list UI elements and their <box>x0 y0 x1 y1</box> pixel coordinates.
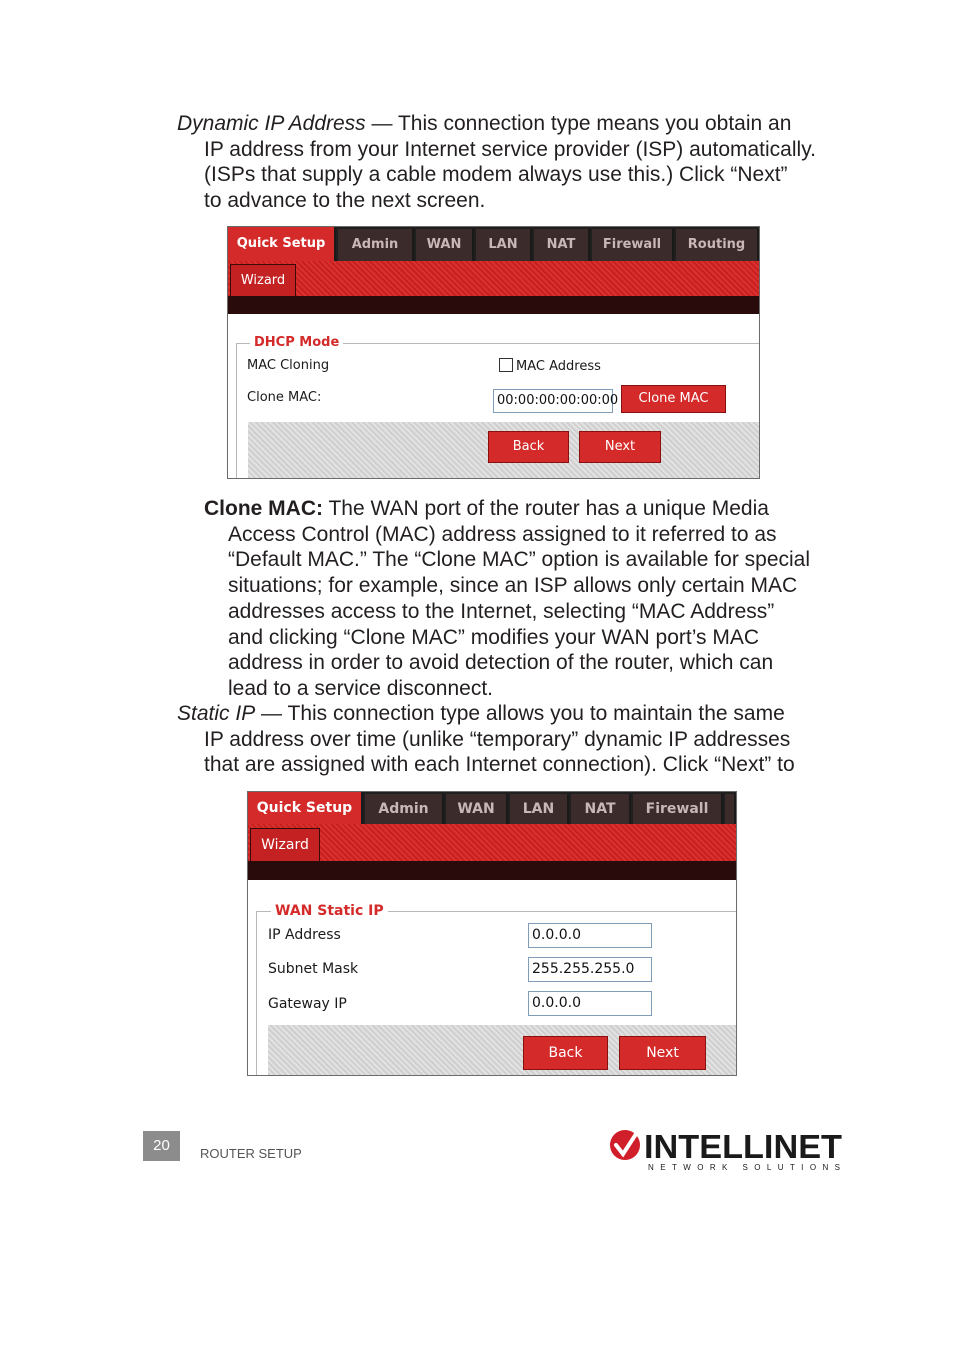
submenu-bar <box>248 824 736 861</box>
text-line: situations; for example, since an ISP allows only certain MAC <box>228 574 798 598</box>
text-line: The WAN port of the router has a unique Media <box>323 497 769 520</box>
tab-lan[interactable]: LAN <box>510 794 569 824</box>
clone-mac-term: Clone MAC: <box>204 497 323 520</box>
text-line: IP address over time (unlike “temporary” dynamic IP addresses <box>204 727 791 751</box>
text-line: address in order to avoid detection of the router, which can <box>228 651 774 675</box>
tab-nat[interactable]: NAT <box>571 794 631 824</box>
next-button[interactable]: Next <box>619 1036 706 1070</box>
gateway-ip-input[interactable]: 0.0.0.0 <box>528 991 652 1016</box>
mac-address-checkbox[interactable] <box>499 358 513 372</box>
tab-wizard[interactable]: Wizard <box>250 828 320 861</box>
static-ip-paragraph <box>177 701 857 778</box>
header-divider <box>228 296 759 314</box>
svg-text:INTELLINET: INTELLINET <box>644 1128 842 1165</box>
tab-wan[interactable]: WAN <box>416 229 474 261</box>
clone-mac-paragraph <box>177 496 857 702</box>
tab-firewall[interactable]: Firewall <box>633 794 723 824</box>
subnet-mask-label: Subnet Mask <box>268 961 359 977</box>
mac-address-checkbox-label: MAC Address <box>516 359 601 374</box>
tab-lan[interactable]: LAN <box>476 229 532 261</box>
tab-wan[interactable]: WAN <box>446 794 508 824</box>
tab-routing[interactable]: Routing <box>676 229 759 261</box>
submenu-bar <box>228 261 759 296</box>
section-title: ROUTER SETUP <box>200 1146 302 1161</box>
text-line: addresses access to the Internet, selecting “MAC Address” <box>228 599 775 623</box>
header-divider <box>248 861 736 880</box>
next-button[interactable]: Next <box>579 431 661 463</box>
fieldset-legend: DHCP Mode <box>250 335 343 350</box>
subnet-mask-input[interactable]: 255.255.255.0 <box>528 957 652 982</box>
static-ip-term: Static IP <box>177 702 256 725</box>
tab-quick-setup[interactable]: Quick Setup <box>248 792 363 824</box>
dynamic-ip-term: Dynamic IP Address <box>177 112 366 135</box>
text-line: — This connection type allows you to maintain the same <box>255 702 785 725</box>
dynamic-ip-paragraph <box>177 111 857 214</box>
dhcp-mode-screenshot <box>227 226 760 479</box>
gateway-ip-label: Gateway IP <box>268 996 347 1012</box>
back-button[interactable]: Back <box>523 1036 608 1070</box>
text-line: Access Control (MAC) address assigned to it referred to as <box>228 522 777 546</box>
tab-bar <box>228 227 759 261</box>
tab-admin[interactable]: Admin <box>338 229 414 261</box>
text-line: lead to a service disconnect. <box>228 676 493 700</box>
clone-mac-input[interactable]: 00:00:00:00:00:00 <box>493 389 613 413</box>
text-line: (ISPs that supply a cable modem always use this.) Click “Next” <box>204 163 788 187</box>
text-line: that are assigned with each Internet connection). Click “Next” to <box>204 753 795 777</box>
tab-admin[interactable]: Admin <box>365 794 444 824</box>
mac-cloning-label: MAC Cloning <box>247 358 330 373</box>
tab-nat[interactable]: NAT <box>534 229 590 261</box>
text-line: — This connection type means you obtain an <box>365 112 792 135</box>
page-number: 20 <box>143 1131 180 1161</box>
ip-address-input[interactable]: 0.0.0.0 <box>528 923 652 948</box>
text-line: and clicking “Clone MAC” modifies your WAN port’s MAC <box>228 625 759 649</box>
text-line: “Default MAC.” The “Clone MAC” option is available for special <box>228 548 811 572</box>
text-line: to advance to the next screen. <box>204 189 486 213</box>
clone-mac-button[interactable]: Clone MAC <box>621 385 726 413</box>
tab-bar <box>248 792 736 824</box>
svg-text:NETWORK SOLUTIONS: NETWORK SOLUTIONS <box>648 1163 840 1172</box>
tab-partial <box>725 794 736 824</box>
clone-mac-label: Clone MAC: <box>247 390 322 405</box>
tab-firewall[interactable]: Firewall <box>592 229 674 261</box>
fieldset-legend: WAN Static IP <box>271 903 388 919</box>
intellinet-logo <box>608 1126 844 1172</box>
tab-wizard[interactable]: Wizard <box>230 264 296 296</box>
text-line: IP address from your Internet service provider (ISP) automatically. <box>204 137 816 161</box>
wan-static-ip-screenshot <box>247 791 737 1076</box>
ip-address-label: IP Address <box>268 927 341 943</box>
back-button[interactable]: Back <box>488 431 569 463</box>
tab-quick-setup[interactable]: Quick Setup <box>228 227 336 261</box>
